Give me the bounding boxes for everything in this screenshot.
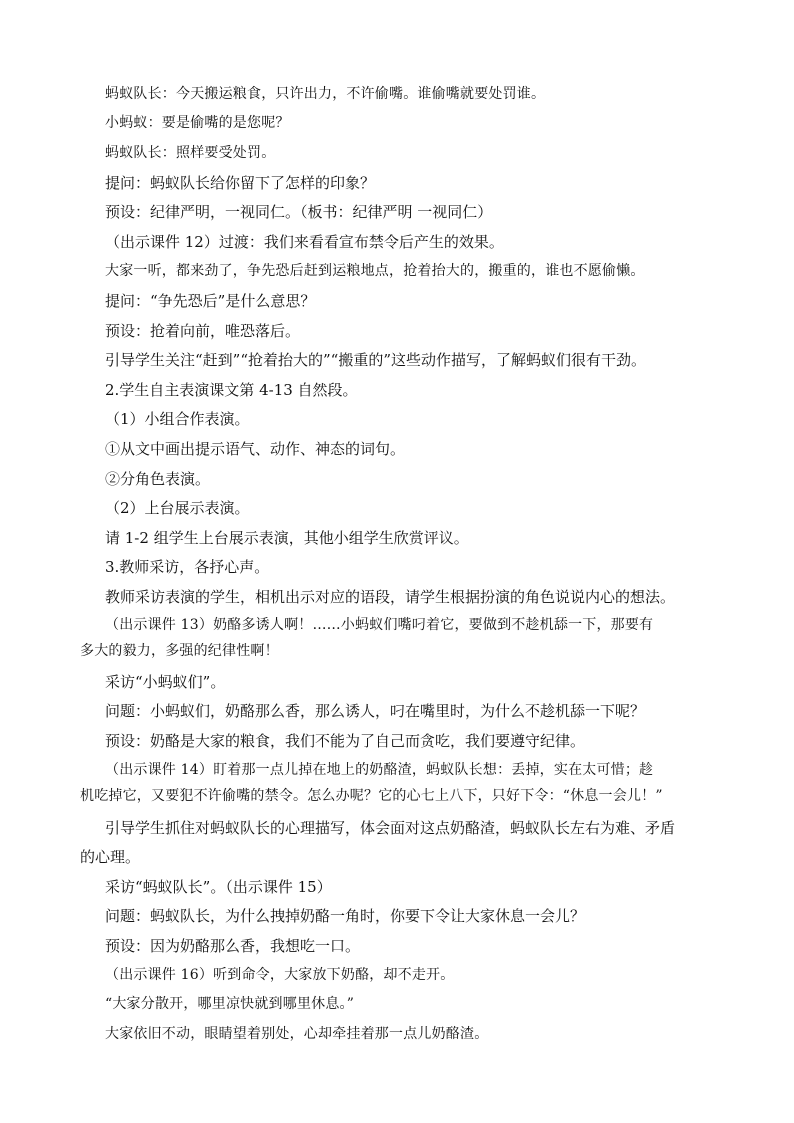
quote-line: （出示课件 13）奶酪多诱人啊！……小蚂蚁们嘴叼着它，要做到不趁机舔一下，那要有	[105, 617, 654, 633]
quote-line: 机吃掉它，又要犯不许偷嘴的禁令。怎么办呢？它的心七上八下，只好下令：“休息一会儿！”	[80, 788, 663, 804]
dialogue-line: 蚂蚁队长：今天搬运粮食，只许出力，不许偷嘴。谁偷嘴就要处罚谁。	[105, 86, 546, 102]
dialogue-line: 蚂蚁队长：照样要受处罚。	[105, 145, 276, 161]
paragraph: （2）上台展示表演。	[105, 499, 250, 517]
quote-line: （出示课件 16）听到命令，大家放下奶酪，却不走开。	[105, 967, 455, 983]
paragraph: ①从文中画出提示语气、动作、神态的词句。	[105, 440, 406, 458]
paragraph: 教师采访表演的学生，相机出示对应的语段，请学生根据扮演的角色说说内心的想法。	[105, 588, 676, 606]
dialogue-line: 小蚂蚁：要是偷嘴的是您呢？	[105, 115, 290, 131]
quote-line: 大家一听，都来劲了，争先恐后赶到运粮地点，抢着抬大的，搬重的，谁也不愿偷懒。	[105, 263, 645, 279]
quote-line: 多大的毅力，多强的纪律性啊！	[80, 643, 279, 659]
quote-line: （出示课件 14）盯着那一点儿掉在地上的奶酪渣，蚂蚁队长想：丢掉，实在太可惜；趁	[105, 762, 654, 778]
section-heading: 2.学生自主表演课文第 4-13 自然段。	[105, 381, 358, 399]
paragraph: 采访“小蚂蚁们”。	[105, 673, 226, 691]
paragraph: 问题：小蚂蚁们，奶酪那么香，那么诱人，叼在嘴里时，为什么不趁机舔一下呢？	[105, 702, 646, 720]
paragraph: 引导学生抓住对蚂蚁队长的心理描写，体会面对这点奶酪渣，蚂蚁队长左右为难、矛盾	[105, 819, 676, 837]
paragraph: （1）小组合作表演。	[105, 410, 250, 428]
paragraph: 预设：奶酪是大家的粮食，我们不能为了自己而贪吃，我们要遵守纪律。	[105, 732, 586, 750]
paragraph: 预设：纪律严明，一视同仁。（板书：纪律严明 一视同仁）	[105, 203, 493, 221]
paragraph: 采访“蚂蚁队长”。（出示课件 15）	[105, 878, 332, 896]
paragraph: 提问：蚂蚁队长给你留下了怎样的印象？	[105, 174, 376, 192]
paragraph: 预设：抢着向前，唯恐落后。	[105, 322, 301, 340]
section-heading: 3.教师采访，各抒心声。	[105, 558, 270, 576]
paragraph: 的心理。	[80, 848, 141, 866]
quote-line: “大家分散开，哪里凉快就到哪里休息。”	[105, 996, 355, 1012]
paragraph: （出示课件 12）过渡：我们来看看宣布禁令后产生的效果。	[105, 233, 504, 251]
quote-line: 大家依旧不动，眼睛望着别处，心却牵挂着那一点儿奶酪渣。	[105, 1026, 489, 1042]
paragraph: 引导学生关注“赶到”“抢着抬大的”“搬重的”这些动作描写，了解蚂蚁们很有干劲。	[105, 351, 647, 369]
paragraph: 请 1-2 组学生上台展示表演，其他小组学生欣赏评议。	[105, 529, 469, 547]
paragraph: 提问：“争先恐后”是什么意思？	[105, 292, 316, 310]
paragraph: ②分角色表演。	[105, 470, 211, 488]
paragraph: 问题：蚂蚁队长，为什么拽掉奶酪一角时，你要下令让大家休息一会儿？	[105, 907, 586, 925]
paragraph: 预设：因为奶酪那么香，我想吃一口。	[105, 937, 361, 955]
